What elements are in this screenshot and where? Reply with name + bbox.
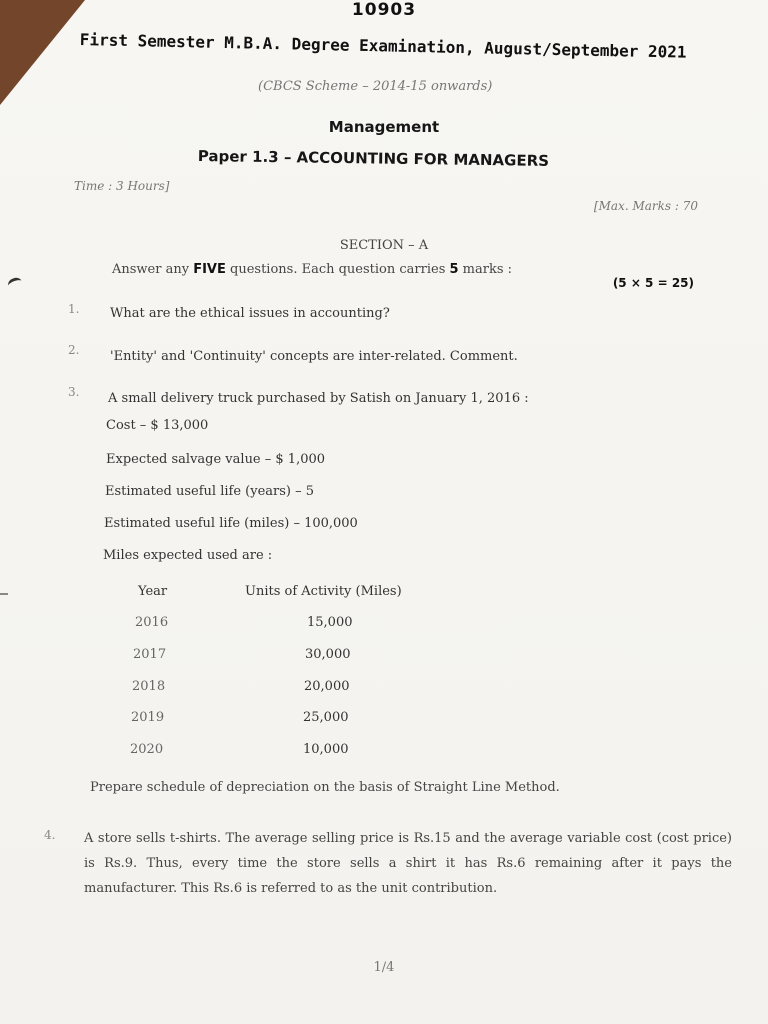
table-cell-miles: 10,000 bbox=[303, 742, 349, 757]
table-cell-miles: 30,000 bbox=[305, 647, 351, 662]
pen-mark bbox=[7, 276, 24, 291]
marks-scheme: (5 × 5 = 25) bbox=[612, 276, 694, 290]
page-number: 1/4 bbox=[373, 960, 395, 975]
question-text: A small delivery truck purchased by Satish on January 1, 2016 : bbox=[108, 391, 529, 406]
table-cell-year: 2016 bbox=[135, 615, 169, 630]
detail-line: Cost – $ 13,000 bbox=[106, 418, 209, 433]
instruction-text: questions. Each question carries bbox=[225, 262, 450, 277]
table-cell-miles: 15,000 bbox=[307, 615, 353, 630]
table-cell-year: 2019 bbox=[131, 710, 165, 725]
paper-code: 10903 bbox=[351, 0, 417, 20]
table-cell-year: 2018 bbox=[132, 679, 166, 694]
subject-heading: Management bbox=[328, 118, 440, 136]
table-header: Units of Activity (Miles) bbox=[245, 584, 402, 599]
time-allowed: Time : 3 Hours] bbox=[74, 179, 170, 193]
instruction-emphasis: 5 bbox=[449, 262, 459, 277]
margin-mark bbox=[0, 593, 8, 595]
scheme-note: (CBCS Scheme – 2014-15 onwards) bbox=[258, 79, 493, 94]
table-cell-year: 2020 bbox=[130, 742, 164, 757]
table-cell-miles: 20,000 bbox=[304, 679, 350, 694]
table-cell-year: 2017 bbox=[133, 647, 167, 662]
instruction-text: Answer any bbox=[112, 262, 194, 277]
detail-line: Estimated useful life (years) – 5 bbox=[105, 484, 315, 499]
detail-line: Miles expected used are : bbox=[103, 548, 273, 563]
question-number: 2. bbox=[68, 343, 80, 357]
question-number: 1. bbox=[68, 302, 80, 316]
section-heading: SECTION – A bbox=[339, 238, 429, 253]
question-text: 'Entity' and 'Continuity' concepts are inter-related. Comment. bbox=[110, 349, 518, 364]
table-cell-miles: 25,000 bbox=[303, 710, 349, 725]
detail-line: Estimated useful life (miles) – 100,000 bbox=[104, 516, 358, 531]
max-marks: [Max. Marks : 70 bbox=[593, 199, 698, 213]
instruction-text: marks : bbox=[458, 262, 513, 277]
question-text: A store sells t-shirts. The average selling price is Rs.15 and the average variable cost (cost price) is Rs.9. Thus, every time the store sells a shirt it has Rs.6 remaining after it pays the manufacturer. This Rs.6 is referred to as the unit contribution. bbox=[84, 831, 732, 896]
paper-title: Paper 1.3 – ACCOUNTING FOR MANAGERS bbox=[197, 147, 550, 170]
question-number: 3. bbox=[68, 385, 80, 399]
table-header: Year bbox=[138, 584, 168, 599]
section-instruction bbox=[112, 262, 572, 277]
question-text: What are the ethical issues in accounting? bbox=[110, 306, 390, 321]
question-closing: Prepare schedule of depreciation on the basis of Straight Line Method. bbox=[90, 780, 560, 795]
question-number: 4. bbox=[44, 828, 56, 842]
exam-title: First Semester M.B.A. Degree Examination, August/September 2021 bbox=[79, 30, 687, 62]
detail-line: Expected salvage value – $ 1,000 bbox=[106, 452, 326, 467]
instruction-emphasis: FIVE bbox=[193, 262, 226, 277]
